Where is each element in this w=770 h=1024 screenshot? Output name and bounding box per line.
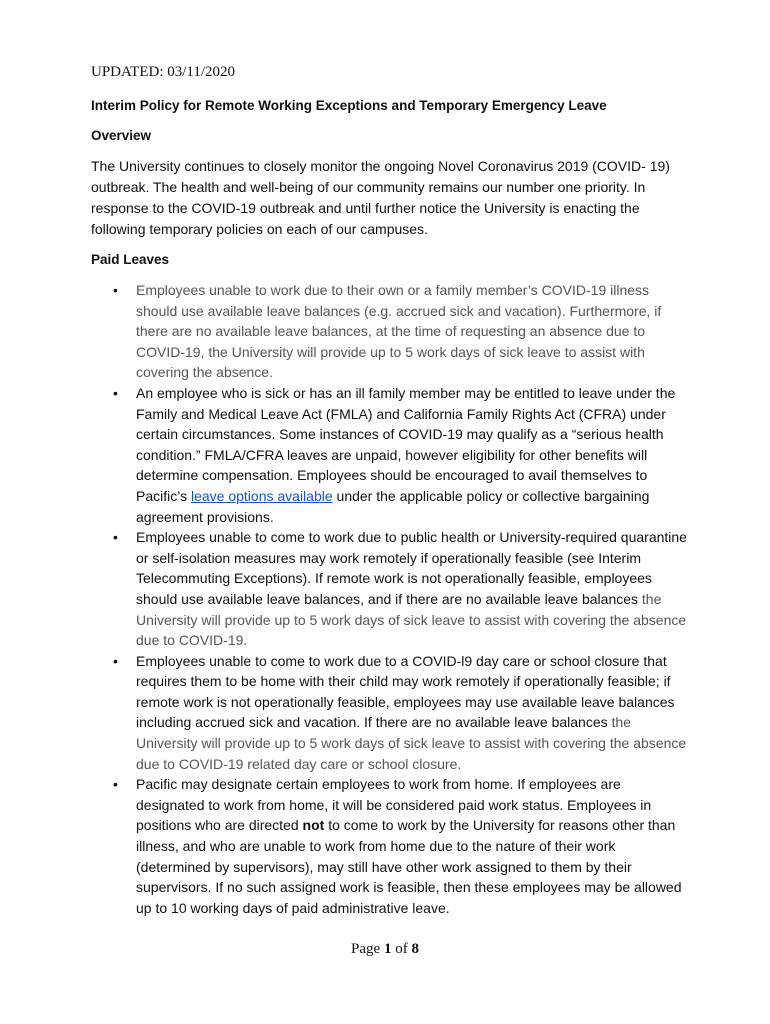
list-item xyxy=(91,527,691,651)
list-item-text-continued: under the applicable policy or collective bargaining agreement provisions. xyxy=(136,487,650,525)
bullet-icon: • xyxy=(113,384,118,401)
page-label: Page xyxy=(351,941,381,957)
list-item xyxy=(91,651,691,775)
leave-options-link[interactable]: leave options available xyxy=(190,487,333,504)
list-item-text: Employees unable to come to work due to a COVID-l9 day care or school closure that requires them to be home with their child may work remotely if operationally feasible; if remote work is not operationally feasible, employees may use available leave balances including accrued sick and vacation. If there are no available leave balances xyxy=(136,652,675,731)
list-item-text: Employees unable to work due to their own or a family member’s COVID-19 illness should use available leave balances (e.g. accrued sick and vacation). Furthermore, if there are no available leave balances, at the time of requesting an absence due to COVID-19, the University will provide up to 5 work days of sick leave to assist with covering the absence. xyxy=(136,282,662,381)
list-item-text: Employees unable to come to work due to public health or University-required quarantine or self-isolation measures may work remotely if operationally feasible (see Interim Telecommuting Exceptions). If remote work is not operationally feasible, employees should use available leave balances, and if there are no available leave balances xyxy=(136,529,687,607)
list-item-text-gray: the University will provide up to 5 work days of sick leave to assist with covering the absence due to COVID-19 related day care or school closure. xyxy=(136,714,687,772)
list-item xyxy=(91,774,691,918)
updated-date: UPDATED: 03/11/2020 xyxy=(91,64,236,80)
bullet-icon: • xyxy=(113,776,118,793)
paid-leaves-heading: Paid Leaves xyxy=(91,252,170,267)
list-item xyxy=(91,383,691,527)
document-title: Interim Policy for Remote Working Exceptions and Temporary Emergency Leave xyxy=(91,98,607,113)
paid-leaves-list xyxy=(91,280,691,918)
overview-heading: Overview xyxy=(91,128,152,143)
list-item-text-continued: to come to work by the University for reasons other than illness, and who are unable to work from home due to the nature of their work (determined by supervisors), may still have other work assigned to them by their supervisors. If no such assigned work is feasible, then these employees may be allowed up to 10 working days of paid administrative leave. xyxy=(136,817,682,916)
total-page-count: 8 xyxy=(411,941,419,957)
overview-paragraph: The University continues to closely monitor the ongoing Novel Coronavirus 2019 (COVID- 19) outbreak. The health and well-being of our community remains our number one priority. In response to the COVID-19 outbreak and until further notice the University is enacting the following temporary policies on each of our campuses. xyxy=(91,158,670,237)
page-footer xyxy=(0,941,770,958)
bullet-icon: • xyxy=(113,652,118,669)
current-page-number: 1 xyxy=(383,941,392,957)
document-page xyxy=(91,62,691,918)
bullet-icon: • xyxy=(113,282,118,298)
emphasis-not: not xyxy=(302,817,325,834)
bullet-icon: • xyxy=(113,529,118,546)
list-item-text-gray: the University will provide up to 5 work days of sick leave to assist with covering the absence due to COVID-19. xyxy=(136,590,687,649)
of-label: of xyxy=(395,941,408,957)
list-item xyxy=(91,280,691,383)
list-item-text: Pacific may designate certain employees to work from home. If employees are designated to work from home, it will be considered paid work status. Employees in positions who are directed xyxy=(136,776,652,834)
list-item-text: An employee who is sick or has an ill family member may be entitled to leave under the Family and Medical Leave Act (FMLA) and California Family Rights Act (CFRA) under certain circumstances. Some instances of COVID-19 may qualify as a “serious health condition.” FMLA/CFRA leaves are unpaid, however eligibility for other benefits will determine compensation. Employees should be encouraged to avail themselves to Pacific’s xyxy=(136,384,676,504)
